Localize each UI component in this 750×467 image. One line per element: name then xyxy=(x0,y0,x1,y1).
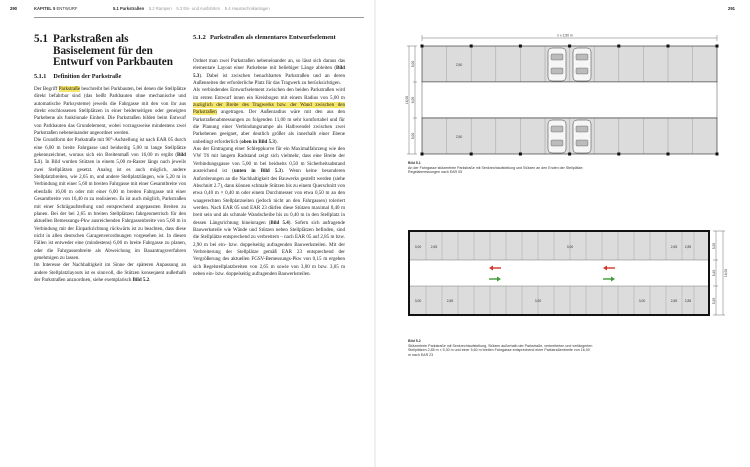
fig1-total-dimension: 16,00 xyxy=(405,95,410,105)
fig2-label-end-top: 2,85 xyxy=(684,245,692,249)
fig2-label-normal-top-right: 2,65 xyxy=(670,245,678,249)
subsection-1-heading xyxy=(34,73,121,80)
figure-ref: oben in Bild 5.3 xyxy=(241,138,275,145)
fig2-label-wide-top-mid: 3,00 xyxy=(566,245,574,249)
subsection-1-title: Definition der Parkstraße xyxy=(53,73,122,80)
fig1-aisle xyxy=(422,82,717,118)
fig2-stall-dimension-bottom: 5,30 xyxy=(712,297,716,305)
figure-ref: Bild 5.2 xyxy=(132,276,150,283)
section-nav xyxy=(113,6,270,11)
subsection-2-title: Parkstraßen als elementares Entwurfselement xyxy=(210,34,336,41)
fig2-label-wide-bottom-left: 3,00 xyxy=(414,299,422,303)
fig1-car-top-1 xyxy=(548,48,566,81)
highlight-tragwerk: zuzüglich der Breite des Tragwerks bzw. der Wand zwischen den Parkstraßen xyxy=(193,102,345,116)
figure-5-2-caption xyxy=(408,339,593,357)
section-nav-item-4: 5.4 Haustechnikanlagen xyxy=(224,6,270,11)
subsection-2-number: 5.1.2 xyxy=(193,34,206,41)
figure-5-2-label: Bild 5.2 xyxy=(408,339,421,343)
col2-paragraph-1: Ordnet man zwei Parkstraßen nebeneinander an, so lässt sich daraus das elementare Layout einer Parkebene mit beliebiger Länge ableiten (Bild 5.3). Dabei ist zwischen benachbarten Parkstraßen und an deren Außenseiten der erforderliche Platz für das Tragwerk zu berücksichtigen. xyxy=(193,58,345,87)
left-header-rule xyxy=(34,17,364,18)
fig2-label-normal-bottom-left: 2,65 xyxy=(446,299,454,303)
fig2-aisle-dimension: 5,40 xyxy=(712,269,716,277)
fig2-label-normal-top-left: 2,65 xyxy=(430,245,438,249)
fig2-stall-dimension-top: 5,30 xyxy=(712,242,716,250)
col2-paragraph-3: Aus der Eintragung einer Schleppkurve für ein Maximalfahrzeug wie den VW T6 mit langem Radstand zeigt sich vielmehr, dass eine Breite der Verbindungsgasse von 5,00 m bei beidseits 0,50 m Sicherheitsabstand ausreichend ist (unten in Bild 5.3). Wenn keine besonderen Anforderungen an die Nachhaltigkeit des Bauwerks gestellt werden (siehe Abschnitt 2.7), dann können schmale Stützen bis zu einem Querschnitt von etwa 0,40 m × 0,40 m oder einem Durchmesser von etwa 0,50 m an den waagerechten Stellplatzseiten (jedoch nicht an den Fahrgassen) toleriert werden. Nach EAR 05 und EAR 23 dürfen diese Stützen maximal 0,40 m breit sein und als schmale Wandscheibe bis zu 0,40 m in den Stellplatz in dessen Längsrichtung hineinragen (Bild 5.4). Sofern sich aufragende Bauwerksteile wie Wände und Stützen neben Stellplätzen befinden, sind die Stellplätze entsprechend zu verbreitern – nach EAR 05 auf 2,85 m bzw. 2,90 m bei ein- bzw. doppelseitig aufragenden Bauwerksteilen. Mit der Verbreiterung der Stellplätze gemäß EAR 23 entsprechend der Vergrößerung des aktuellen FGSV-Bemessungs-Pkw von 0,15 m ergeben sich Regelstellplatzbreiten von 2,65 m sowie von 3,00 m bzw. 3,05 m neben ein- bzw. doppelseitig aufragenden Bauwerksteilen. xyxy=(193,146,346,277)
figure-5-2-drawing xyxy=(405,225,730,325)
section-nav-item-3: 5.3 Ein- und Ausfahrten xyxy=(176,6,221,11)
section-title: Parkstraßen als Basiselement für den Entwurf von Parkbauten xyxy=(53,33,173,69)
fig1-bay-label-bottom: 2,50 xyxy=(455,135,463,139)
figure-ref: Bild 5.3 xyxy=(193,65,345,79)
figure-5-1-caption xyxy=(408,161,608,175)
col1-paragraph-1: Der Begriff Parkstraße beschreibt bei Parkbauten, bei denen die Stellplätze direkt befahrbar sind (das heißt Parkbauten ohne mechanische und automatische Parksysteme) jeweils die Fahrgasse mit den von ihr aus direkt erschlossenen Stellplätzen in einer beiderseitigen oder geneigten Parkebene als funktionale Einheit. Die Parkstraßen bilden beim Entwurf von Parkbauten das Grundelement, wobei vorzugsweise mindestens zwei Parkstraßen nebeneinander angeordnet werden. xyxy=(34,86,186,137)
fig2-label-normal-bottom-right: 2,65 xyxy=(670,299,678,303)
fig1-stall-dimension-top: 5,00 xyxy=(411,60,416,68)
fig2-label-wide-bottom-mid: 3,00 xyxy=(534,299,542,303)
fig1-stall-dimension-bottom: 5,00 xyxy=(411,132,416,140)
col2-paragraph-2: Als verbindendes Entwurfselement zwischen den beiden Parkstraßen wird im ersten Entwurf innen ein Kreisbogen mit einem Radius von 5,00 m zuzüglich der Breite des Tragwerks bzw. der Wand zwischen den Parkstraßen angetragen. Der Außenradius wäre mit den aus den Parkstraßenabmessungen zu folgenden 11,00 m sehr komfortabel und für die Planung einer Verbindungsrampe als Halbwendel zwischen zwei Parkebenen geeignet, aber deutlich größer als innerhalb einer Ebene unbedingt erforderlich (oben in Bild 5.3). xyxy=(193,87,345,145)
fig1-car-top-2 xyxy=(573,48,591,81)
body-column-2 xyxy=(193,58,345,278)
fig2-label-wide-bottom-right: 3,00 xyxy=(638,299,646,303)
right-page-number: 291 xyxy=(728,6,735,11)
section-number: 5.1 xyxy=(34,33,48,45)
fig1-car-bottom-2 xyxy=(573,120,591,153)
figure-5-1-label: Bild 5.1 xyxy=(408,161,421,165)
fig2-label-end-bottom: 2,85 xyxy=(684,299,692,303)
col1-paragraph-2: Die Grundform der Parkstraße mit 90°-Aufstellung ist nach EAR 05 durch eine 6,00 m breite Fahrgasse und beidseitig 5,00 m lange Stellplätze gekennzeichnet, woraus sich ein Breitenmaß von 16,00 m ergibt (Bild 5.1). In Bild wurden Stützen in einem 5,00 m-Raster längs nach jeweils zwei Stellplätzen gesetzt. Analog ist es auch möglich, andere Stellplatzbreiten, wie 2,65 m, und andere Stellplatzlängen, wie 5,20 m in Verbindung mit einer 5,60 m breiten Fahrgasse mit einer Gesamtbreite von ebenfalls 16,00 m oder mit einer 6,00 m breiten Fahrgasse mit einer Gesamtbreite von 16,40 m zu realisieren. Es ist auch möglich, Parkstraßen mit einer Schrägaufstellung und entsprechend angepassten Breiten zu planen. Bei der bei 2,65 m breiten Stellplätzen fahrgeometrisch für den aktuellen Bemessungs-Pkw ausreichenden Fahrgassenbreite von 5,60 m in Verbindung mit der Einparkrichtung rückwärts ist zu beachten, dass diese nicht in allen deutschen Garagenverordnungen vorgesehen ist. In diesen Fällen ist entweder eine (mindestens) 6,00 m breite Fahrgasse zu planen, oder die Fahrgassenbreite als Abweichung im Bauantragsverfahren genehmigen zu lassen. xyxy=(34,137,186,261)
fig2-top-stall-row xyxy=(410,232,708,260)
col1-paragraph-3: Im Interesse der Nachhaltigkeit im Sinne der späteren Anpassung an andere Stellplatzlayouts ist es sinnvoll, die Stützen konsequent außerhalb der Parkstraßen anzuordnen, siehe exemplarisch Bild 5.2. xyxy=(34,262,186,283)
fig2-label-wide-top-left: 3,00 xyxy=(414,245,422,249)
fig1-car-bottom-1 xyxy=(548,120,566,153)
section-nav-item-2: 5.2 Rampen xyxy=(148,6,172,11)
figure-ref: unten in Bild 5.3 xyxy=(233,168,282,175)
figure-ref: Bild 5.4 xyxy=(270,219,289,226)
fig1-bay-label-top: 2,50 xyxy=(455,63,463,67)
figure-ref: Bild 5.1 xyxy=(34,152,186,166)
chapter-name: ENTWURF xyxy=(56,6,78,11)
left-page-number: 290 xyxy=(10,6,17,11)
fig1-top-dimension: n x 2,50 m xyxy=(557,33,573,38)
figure-5-2-caption-text: Stützenfreie Parkstraße mit Senkrechtaufstellung, Stützen außerhalb der Parkstraße, verbreiterten und verlängerten Stellplätzen 2,85 m × 5,30 m und einer 5,60 m breiten Fahrgasse entsprechend einer Parkstraßenbreite von 16,00 m nach EAR 23 xyxy=(408,343,593,357)
figure-5-1-caption-text: An der Fahrgasse stützenfreie Parkstraße mit Senkrechtaufstellung und Stützen an den Enden der Stellplätze; Regelabmessungen nach EAR 05 xyxy=(408,165,584,175)
body-column-1 xyxy=(34,86,186,284)
section-nav-item-1: 5.1 Parkstraßen xyxy=(113,6,145,11)
left-running-header xyxy=(34,6,77,11)
subsection-1-number: 5.1.1 xyxy=(34,73,47,80)
fig2-total-dimension: 16,00 xyxy=(724,268,728,278)
fig1-aisle-dimension: 6,00 xyxy=(411,96,416,104)
fig2-bottom-stall-row xyxy=(410,286,708,314)
chapter-label: KAPITEL 5 xyxy=(34,6,56,11)
highlight-parkstrasse: Parkstraße xyxy=(58,86,81,92)
figure-5-1-drawing xyxy=(405,30,725,158)
page-gutter xyxy=(374,0,376,467)
